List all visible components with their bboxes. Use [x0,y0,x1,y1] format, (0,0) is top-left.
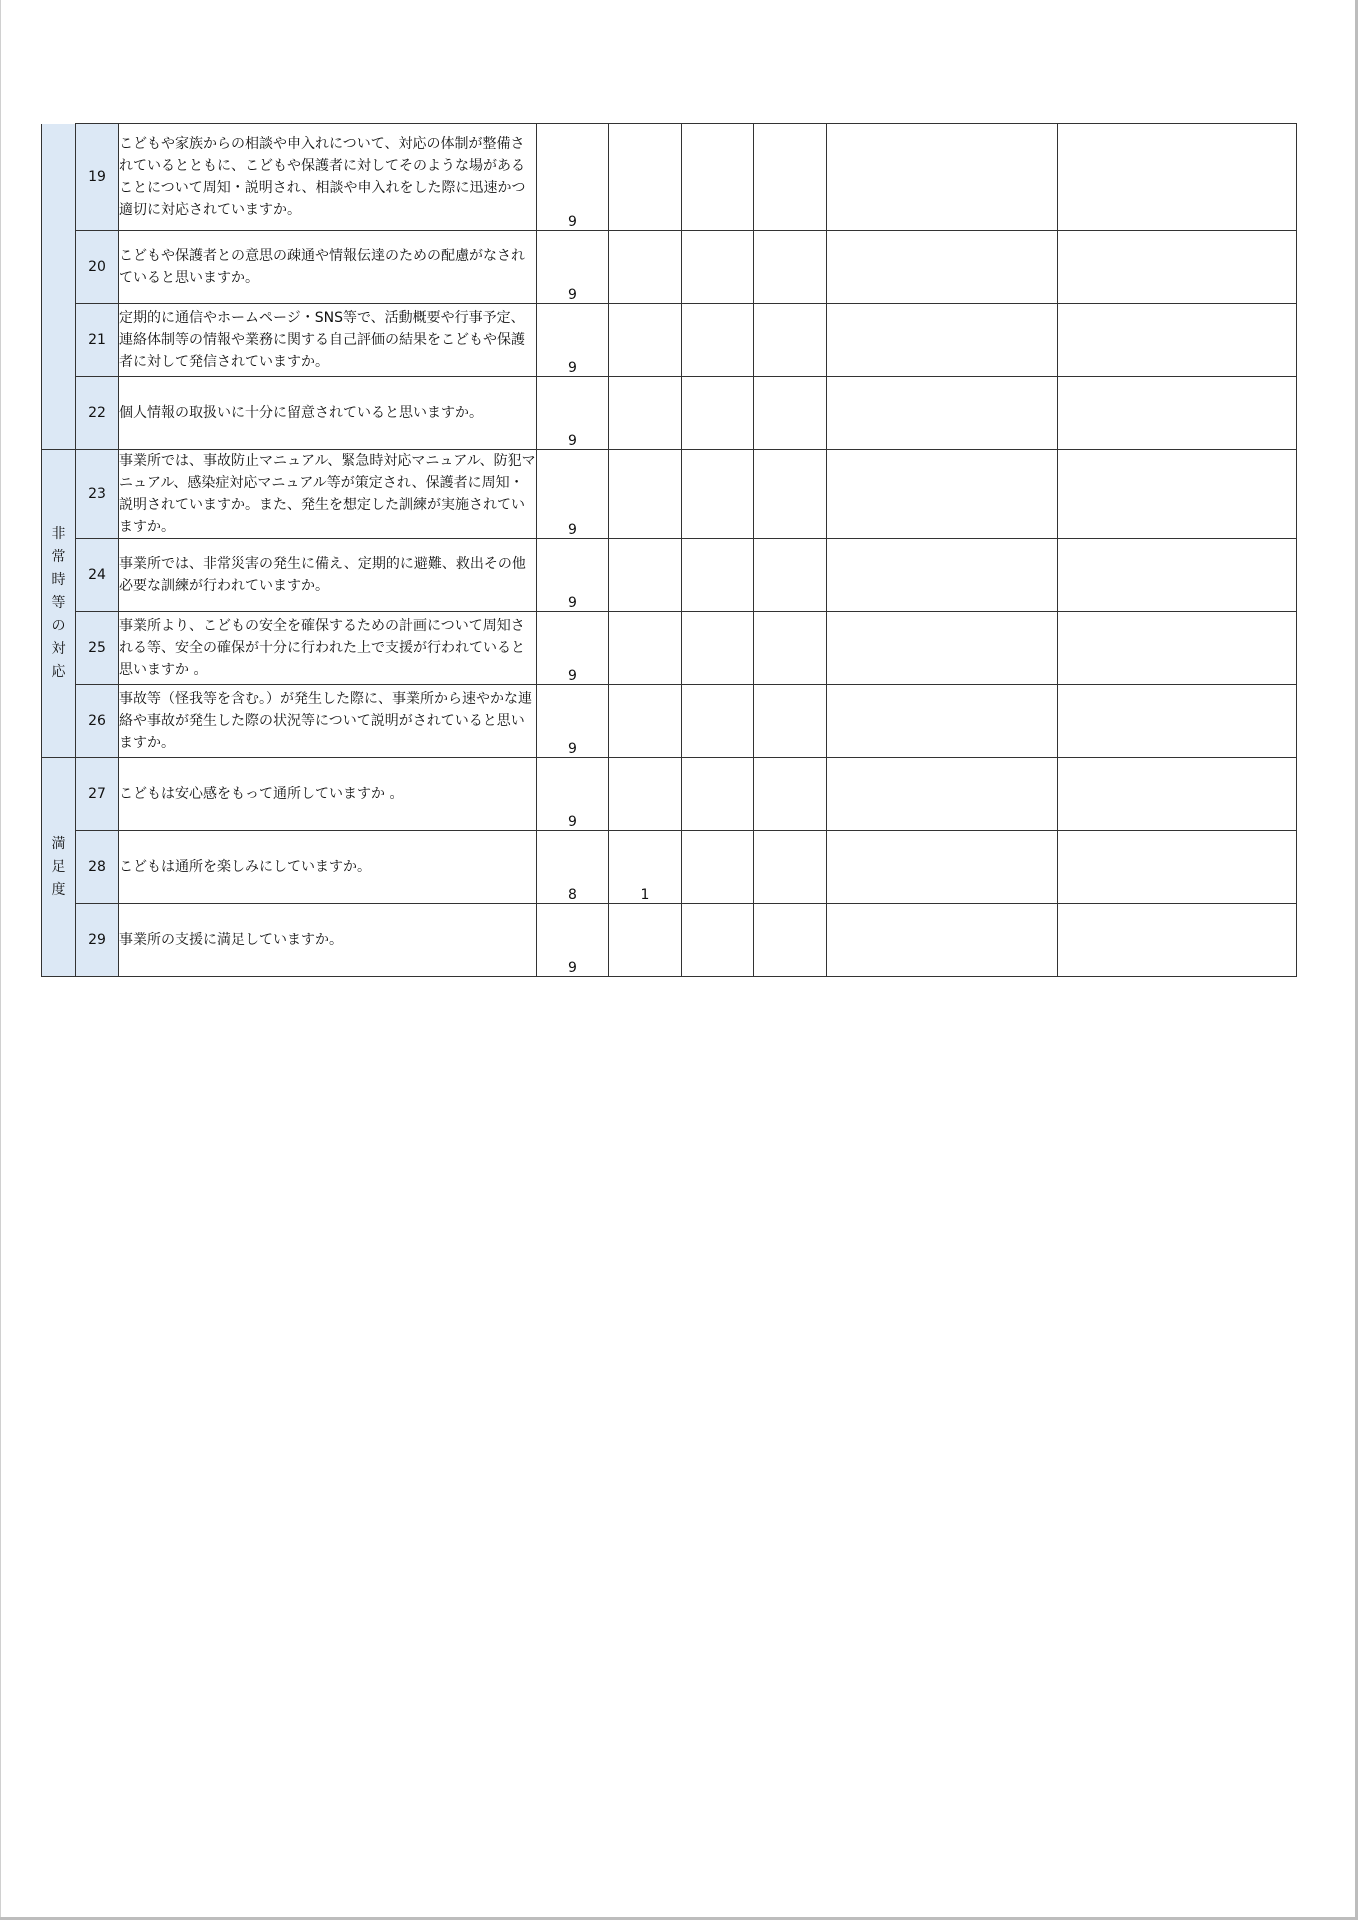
table-row [42,124,1297,231]
count-cell: 9 [537,612,609,685]
question-number: 25 [76,612,119,685]
count-cell: 8 [537,831,609,904]
count-cell: 9 [537,231,609,304]
empty-cell [682,377,754,450]
empty-cell [1058,377,1297,450]
count-cell [609,231,682,304]
empty-cell [682,685,754,758]
count-cell: 9 [537,124,609,231]
question-number: 26 [76,685,119,758]
empty-cell [1058,124,1297,231]
question-text: 個人情報の取扱いに十分に留意されていると思いますか。 [119,377,537,450]
table-row [42,758,1297,831]
question-text: こどもや保護者との意思の疎通や情報伝達のための配慮がなされていると思いますか。 [119,231,537,304]
count-cell: 9 [537,758,609,831]
empty-cell [682,231,754,304]
question-text: こどもは通所を楽しみにしていますか。 [119,831,537,904]
empty-cell [682,904,754,977]
table-row [42,685,1297,758]
empty-cell [754,685,827,758]
count-cell [609,304,682,377]
empty-cell [754,612,827,685]
empty-cell [827,304,1058,377]
question-number: 29 [76,904,119,977]
empty-cell [1058,831,1297,904]
question-text: こどもや家族からの相談や申入れについて、対応の体制が整備されているとともに、こどもや保護者に対してそのような場があることについて周知・説明され、相談や申入れをした際に迅速かつ適切に対応されていますか。 [119,124,537,231]
question-number: 23 [76,450,119,539]
empty-cell [1058,304,1297,377]
empty-cell [827,231,1058,304]
empty-cell [754,377,827,450]
empty-cell [827,831,1058,904]
empty-cell [827,685,1058,758]
question-text: 事業所の支援に満足していますか。 [119,904,537,977]
empty-cell [827,904,1058,977]
question-number: 24 [76,539,119,612]
table-row [42,904,1297,977]
count-cell [609,539,682,612]
category-label: 満足度 [51,835,66,898]
count-cell [609,685,682,758]
empty-cell [827,450,1058,539]
empty-cell [1058,539,1297,612]
empty-cell [754,450,827,539]
count-cell: 9 [537,450,609,539]
empty-cell [754,539,827,612]
question-number: 28 [76,831,119,904]
count-cell [609,758,682,831]
empty-cell [754,831,827,904]
count-cell: 9 [537,377,609,450]
question-text: 事業所では、事故防止マニュアル、緊急時対応マニュアル、防犯マニュアル、感染症対応マニュアル等が策定され、保護者に周知・説明されていますか。また、発生を想定した訓練が実施されていますか。 [119,450,537,539]
category-cell-emergency [42,450,76,758]
category-cell-continued [42,124,76,450]
category-cell-satisfaction [42,758,76,977]
question-number: 22 [76,377,119,450]
count-cell: 9 [537,904,609,977]
empty-cell [682,304,754,377]
count-cell [609,377,682,450]
count-cell [609,450,682,539]
count-cell: 9 [537,304,609,377]
question-number: 20 [76,231,119,304]
empty-cell [682,831,754,904]
empty-cell [754,758,827,831]
empty-cell [1058,231,1297,304]
empty-cell [827,377,1058,450]
question-text: こどもは安心感をもって通所していますか 。 [119,758,537,831]
table-row [42,377,1297,450]
empty-cell [1058,612,1297,685]
empty-cell [682,612,754,685]
question-text: 定期的に通信やホームページ・SNS等で、活動概要や行事予定、連絡体制等の情報や業務に関する自己評価の結果をこどもや保護者に対して発信されていますか。 [119,304,537,377]
empty-cell [754,904,827,977]
empty-cell [1058,450,1297,539]
question-text: 事業所では、非常災害の発生に備え、定期的に避難、救出その他必要な訓練が行われていますか。 [119,539,537,612]
empty-cell [1058,904,1297,977]
table-row [42,539,1297,612]
empty-cell [1058,685,1297,758]
empty-cell [827,612,1058,685]
empty-cell [754,231,827,304]
count-cell: 9 [537,685,609,758]
empty-cell [827,539,1058,612]
survey-table [41,123,1297,977]
count-cell [609,612,682,685]
table-row [42,450,1297,539]
question-text: 事故等（怪我等を含む。）が発生した際に、事業所から速やかな連絡や事故が発生した際の状況等について説明がされていると思いますか。 [119,685,537,758]
question-number: 19 [76,124,119,231]
question-number: 21 [76,304,119,377]
table-row [42,304,1297,377]
question-text: 事業所より、こどもの安全を確保するための計画について周知される等、安全の確保が十分に行われた上で支援が行われていると思いますか 。 [119,612,537,685]
empty-cell [682,450,754,539]
count-cell: 1 [609,831,682,904]
empty-cell [682,539,754,612]
empty-cell [1058,758,1297,831]
table-row [42,831,1297,904]
page-border-left [0,0,1,1920]
count-cell: 9 [537,539,609,612]
count-cell [609,124,682,231]
empty-cell [682,758,754,831]
empty-cell [827,758,1058,831]
category-label: 非常時等の対応 [51,526,66,680]
empty-cell [754,304,827,377]
count-cell [609,904,682,977]
table-row [42,231,1297,304]
question-number: 27 [76,758,119,831]
table-row [42,612,1297,685]
empty-cell [754,124,827,231]
empty-cell [827,124,1058,231]
empty-cell [682,124,754,231]
